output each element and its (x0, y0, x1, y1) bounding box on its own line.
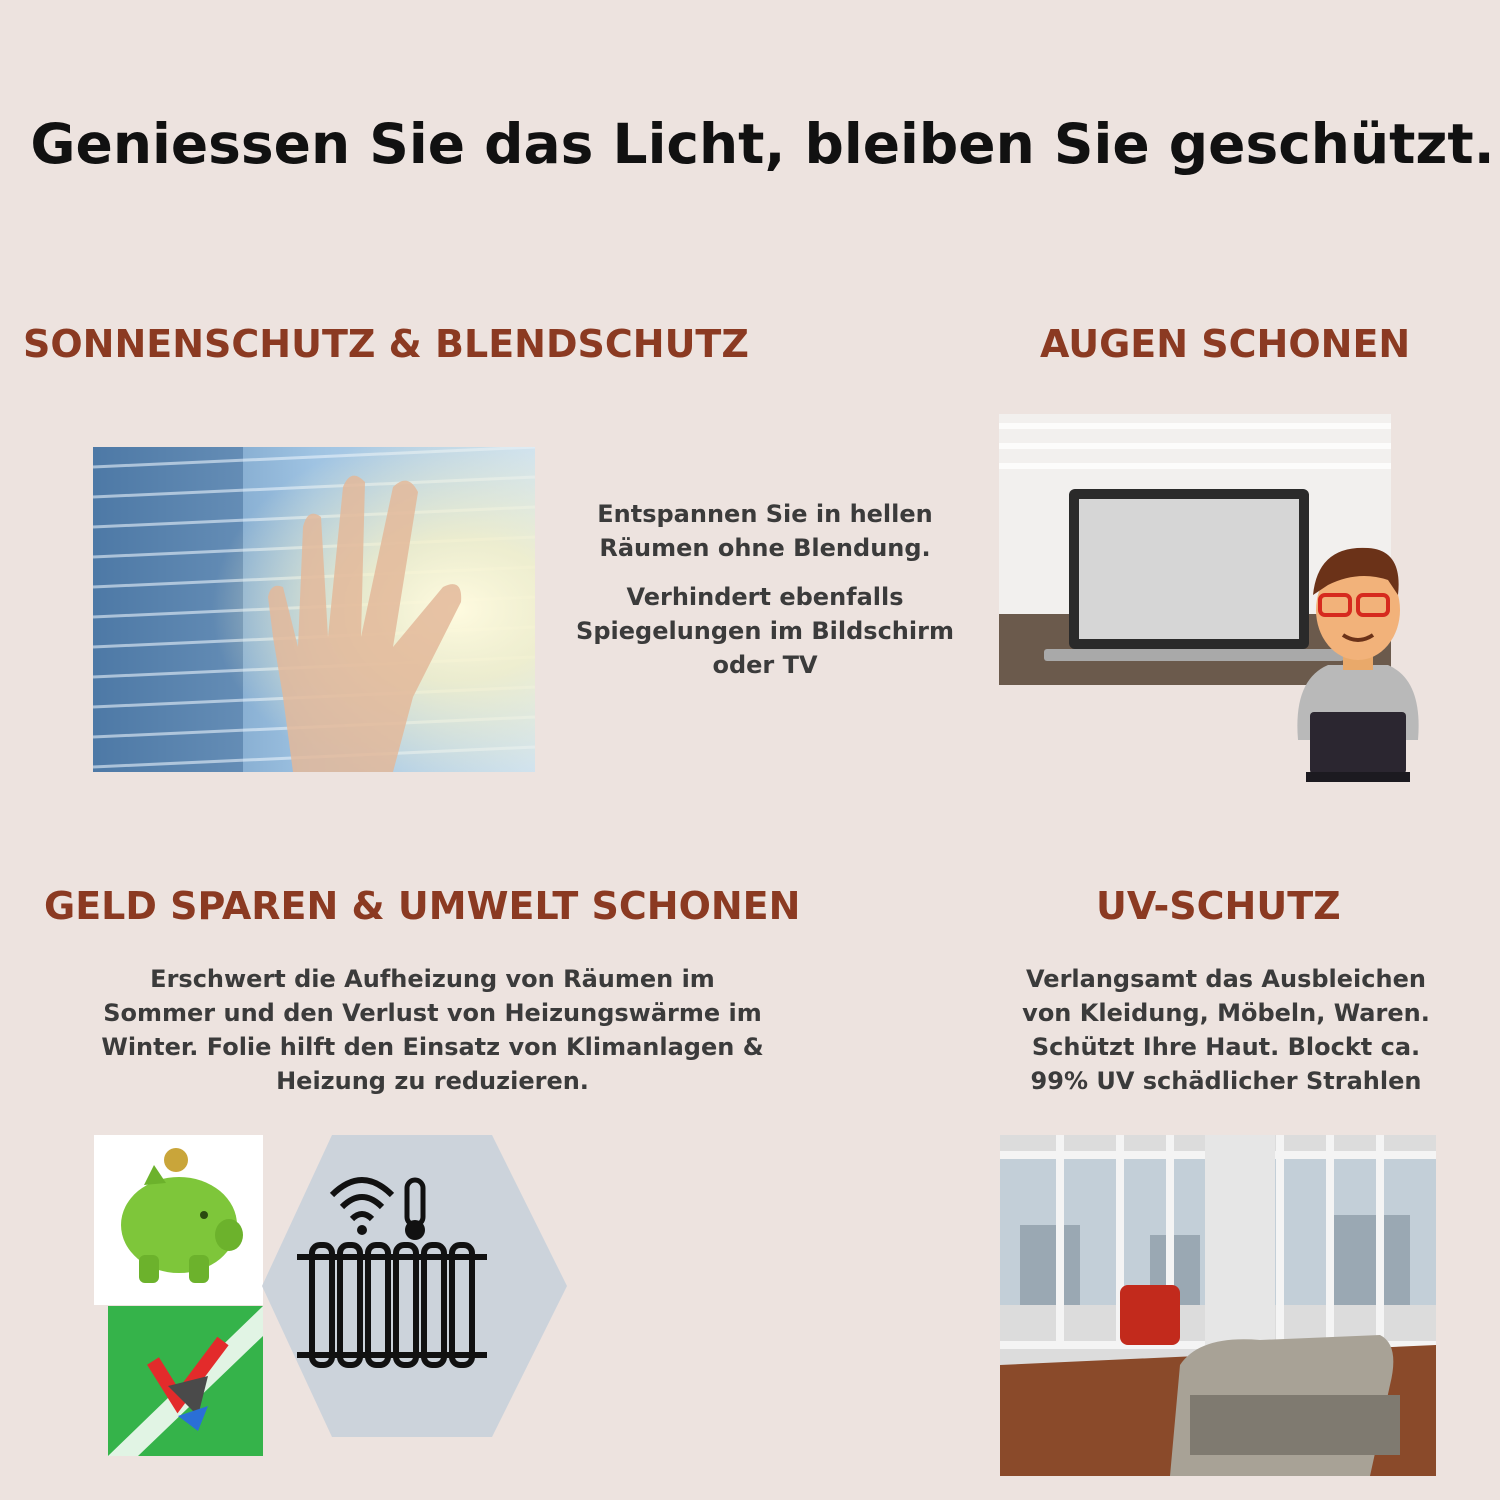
piggy-bank-image (94, 1135, 263, 1305)
heading-save-money: GELD SPAREN & UMWELT SCHONEN (44, 884, 801, 928)
uv-text: Verlangsamt das Ausbleichen von Kleidung, Möbeln, Waren. Schützt Ihre Haut. Blockt ca. 99% UV schädlicher Strahlen (1022, 965, 1430, 1095)
cartoon-person-illustration (1288, 540, 1428, 785)
page-title: Geniessen Sie das Licht, bleiben Sie geschützt. (30, 112, 1495, 176)
living-room-photo (1000, 1135, 1436, 1476)
sun-text-glare: Entspannen Sie in hellen Räumen ohne Blendung. (597, 500, 933, 562)
heat-exchange-image (108, 1306, 263, 1456)
heading-eye-care: AUGEN SCHONEN (1040, 322, 1411, 366)
wifi-icon (357, 1225, 367, 1235)
hand-blinds-photo (93, 447, 535, 772)
sun-text-reflections: Verhindert ebenfalls Spiegelungen im Bildschirm oder TV (576, 583, 954, 679)
heading-sun-protection: SONNENSCHUTZ & BLENDSCHUTZ (23, 322, 749, 366)
heading-uv-protection: UV-SCHUTZ (1096, 884, 1341, 928)
smart-heating-hexagon (262, 1135, 568, 1437)
money-text: Erschwert die Aufheizung von Räumen im Sommer und den Verlust von Heizungswärme im Winter. Folie hilft den Einsatz von Klimanlagen & Heizung zu reduzieren. (101, 965, 764, 1095)
